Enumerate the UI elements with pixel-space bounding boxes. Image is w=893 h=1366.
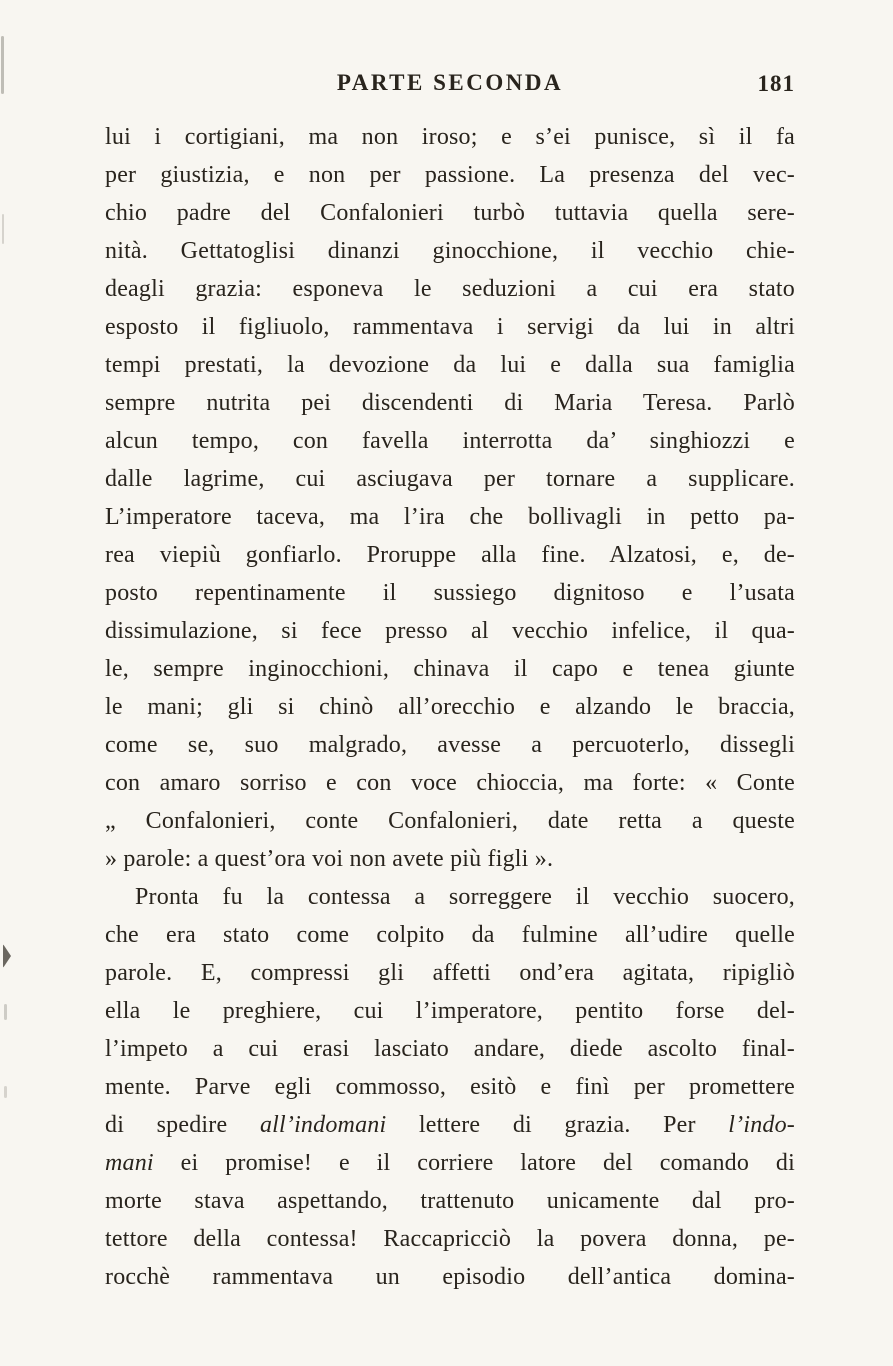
- scan-artifact: [4, 1004, 7, 1020]
- text-line: [105, 308, 795, 346]
- text-run: „ Confalonieri, conte Confalonieri, date retta a queste: [105, 808, 795, 834]
- text-line: [105, 992, 795, 1030]
- text-line: [105, 1030, 795, 1068]
- text-run: per giustizia, e non per passione. La presenza del vec-: [105, 162, 795, 188]
- text-line: [105, 878, 795, 916]
- text-line: [105, 156, 795, 194]
- text-line: [105, 802, 795, 840]
- text-run: parole. E, compressi gli affetti ond’era agitata, ripigliò: [105, 960, 795, 986]
- text-run: lui i cortigiani, ma non iroso; e s’ei punisce, sì il fa: [105, 124, 795, 150]
- text-run: Pronta fu la contessa a sorreggere il vecchio suocero,: [135, 884, 795, 910]
- text-line: [105, 612, 795, 650]
- page-header: [105, 70, 795, 106]
- text-line: [105, 422, 795, 460]
- text-line: [105, 1258, 795, 1296]
- text-run: dissimulazione, si fece presso al vecchio infelice, il qua-: [105, 618, 795, 644]
- text-block: [105, 118, 795, 1296]
- text-line: [105, 232, 795, 270]
- text-line: [105, 384, 795, 422]
- text-run: tettore della contessa! Raccapricciò la povera donna, pe-: [105, 1226, 795, 1252]
- text-run: nità. Gettatoglisi dinanzi ginocchione, il vecchio chie-: [105, 238, 795, 264]
- text-run: l’impeto a cui erasi lasciato andare, diede ascolto final-: [105, 1036, 795, 1062]
- text-run: L’imperatore taceva, ma l’ira che bollivagli in petto pa-: [105, 504, 795, 530]
- text-line: [105, 1144, 795, 1182]
- text-line: [105, 460, 795, 498]
- text-run: le mani; gli si chinò all’orecchio e alzando le braccia,: [105, 694, 795, 720]
- text-run: esposto il figliuolo, rammentava i servigi da lui in altri: [105, 314, 795, 340]
- text-line: [105, 346, 795, 384]
- text-line: [105, 536, 795, 574]
- text-run: alcun tempo, con favella interrotta da’ singhiozzi e: [105, 428, 795, 454]
- scan-artifact: [3, 944, 11, 968]
- text-line: [105, 764, 795, 802]
- text-run: le, sempre inginocchioni, chinava il capo e tenea giunte: [105, 656, 795, 682]
- text-run: morte stava aspettando, trattenuto unicamente dal pro-: [105, 1188, 795, 1214]
- text-run: lettere di grazia. Per: [386, 1112, 729, 1138]
- page-number: 181: [757, 71, 795, 96]
- scan-artifact: [1, 36, 4, 94]
- text-run: deagli grazia: esponeva le seduzioni a cui era stato: [105, 276, 795, 302]
- italic-phrase: mani: [105, 1150, 154, 1176]
- running-title: PARTE SECONDA: [336, 70, 564, 95]
- scan-artifact: [4, 1086, 7, 1098]
- text-line: [105, 726, 795, 764]
- text-run: tempi prestati, la devozione da lui e dalla sua famiglia: [105, 352, 795, 378]
- text-run: mente. Parve egli commosso, esitò e finì per promettere: [105, 1074, 795, 1100]
- text-line: [105, 650, 795, 688]
- scan-artifact: [2, 214, 4, 244]
- text-line: [105, 118, 795, 156]
- text-run: rea viepiù gonfiarlo. Proruppe alla fine. Alzatosi, e, de-: [105, 542, 795, 568]
- text-line: [105, 270, 795, 308]
- italic-phrase: l’indo-: [728, 1112, 795, 1138]
- text-line: [105, 1106, 795, 1144]
- text-run: posto repentinamente il sussiego dignitoso e l’usata: [105, 580, 795, 606]
- text-run: rocchè rammentava un episodio dell’antica domina-: [105, 1264, 795, 1290]
- text-line: [105, 498, 795, 536]
- text-line: [105, 916, 795, 954]
- text-run: che era stato come colpito da fulmine all’udire quelle: [105, 922, 795, 948]
- text-run: ella le preghiere, cui l’imperatore, pentito forse del-: [105, 998, 795, 1024]
- text-run: ei promise! e il corriere latore del comando di: [153, 1150, 795, 1176]
- text-run: sempre nutrita pei discendenti di Maria Teresa. Parlò: [105, 390, 795, 416]
- text-run: di spedire: [105, 1112, 260, 1138]
- text-run: » parole: a quest’ora voi non avete più figli ».: [105, 846, 554, 872]
- text-line: [105, 194, 795, 232]
- page-content: [105, 70, 795, 1296]
- text-line: [105, 1220, 795, 1258]
- text-line: [105, 840, 795, 878]
- text-run: come se, suo malgrado, avesse a percuoterlo, dissegli: [105, 732, 795, 758]
- italic-phrase: all’indomani: [259, 1112, 387, 1138]
- text-line: [105, 954, 795, 992]
- text-line: [105, 574, 795, 612]
- text-run: chio padre del Confalonieri turbò tuttavia quella sere-: [105, 200, 795, 226]
- text-run: con amaro sorriso e con voce chioccia, ma forte: « Conte: [105, 770, 795, 796]
- text-line: [105, 688, 795, 726]
- text-line: [105, 1068, 795, 1106]
- text-run: dalle lagrime, cui asciugava per tornare a supplicare.: [105, 466, 795, 492]
- text-line: [105, 1182, 795, 1220]
